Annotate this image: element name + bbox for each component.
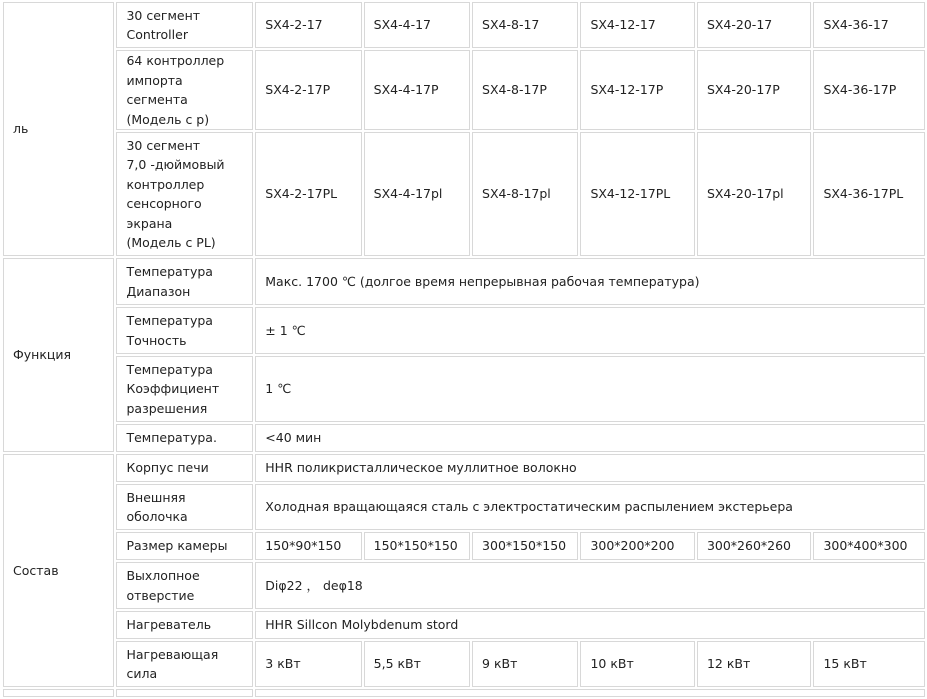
row-label: 64 контроллер импорта сегмента (Модель с р) xyxy=(116,50,253,130)
table-cell: SX4-2-17 xyxy=(255,2,361,48)
table-cell: 3 кВт xyxy=(255,641,361,687)
table-cell: 1 ℃ xyxy=(255,356,925,422)
table-cell: 9 кВт xyxy=(472,641,578,687)
table-cell xyxy=(116,689,253,697)
table-cell: 10 кВт xyxy=(580,641,695,687)
table-cell: 150*90*150 xyxy=(255,532,361,560)
section-label: Функция xyxy=(3,258,114,452)
table-cell xyxy=(3,689,114,697)
row-label: 30 сегмент 7,0 -дюймовый контроллер сенсорного экрана (Модель с PL) xyxy=(116,132,253,256)
table-cell: SX4-4-17 xyxy=(364,2,470,48)
row-label: Корпус печи xyxy=(116,454,253,482)
table-row xyxy=(3,50,925,130)
table-cell: SX4-12-17PL xyxy=(580,132,695,256)
row-label: Размер камеры xyxy=(116,532,253,560)
table-row xyxy=(3,356,925,422)
row-label: Внешняя оболочка xyxy=(116,484,253,530)
table-cell: Холодная вращающаяся сталь с электростатическим распылением экстерьера xyxy=(255,484,925,530)
table-cell: SX4-20-17P xyxy=(697,50,812,130)
table-cell: SX4-36-17 xyxy=(813,2,925,48)
table-cell: 300*400*300 xyxy=(813,532,925,560)
table-cell: 300*260*260 xyxy=(697,532,812,560)
table-cell: HHR Sillcon Molybdenum stord xyxy=(255,611,925,639)
row-label: Температура Коэффициент разрешения xyxy=(116,356,253,422)
row-label: Температура Диапазон xyxy=(116,258,253,305)
table-row xyxy=(3,307,925,354)
table-cell: 5,5 кВт xyxy=(364,641,470,687)
table-cell: SX4-12-17P xyxy=(580,50,695,130)
table-cell: ± 1 ℃ xyxy=(255,307,925,354)
table-row xyxy=(3,484,925,530)
table-cell: SX4-8-17 xyxy=(472,2,578,48)
table-row xyxy=(3,454,925,482)
table-cell: HHR поликристаллическое муллитное волокно xyxy=(255,454,925,482)
table-row xyxy=(3,562,925,609)
table-cell xyxy=(255,689,925,697)
table-cell: SX4-20-17pl xyxy=(697,132,812,256)
table-cell: SX4-36-17P xyxy=(813,50,925,130)
table-cell: SX4-2-17PL xyxy=(255,132,361,256)
table-cell: <40 мин xyxy=(255,424,925,452)
row-label: Температура. xyxy=(116,424,253,452)
table-cell: Макс. 1700 ℃ (долгое время непрерывная рабочая температура) xyxy=(255,258,925,305)
table-row xyxy=(3,532,925,560)
row-label: Выхлопное отверстие xyxy=(116,562,253,609)
table-cell: SX4-12-17 xyxy=(580,2,695,48)
table-row xyxy=(3,2,925,48)
spec-table xyxy=(1,0,927,699)
table-cell: SX4-20-17 xyxy=(697,2,812,48)
table-cell: 15 кВт xyxy=(813,641,925,687)
table-row xyxy=(3,641,925,687)
row-label: Температура Точность xyxy=(116,307,253,354)
table-cell: SX4-4-17pl xyxy=(364,132,470,256)
section-label: ль xyxy=(3,2,114,256)
table-cell: SX4-4-17P xyxy=(364,50,470,130)
table-row xyxy=(3,132,925,256)
table-cell: 12 кВт xyxy=(697,641,812,687)
row-label: Нагреватель xyxy=(116,611,253,639)
table-row xyxy=(3,611,925,639)
table-cell: 300*150*150 xyxy=(472,532,578,560)
section-label: Состав xyxy=(3,454,114,687)
table-cell: SX4-8-17pl xyxy=(472,132,578,256)
table-row xyxy=(3,424,925,452)
table-cell: Diφ22 ， deφ18 xyxy=(255,562,925,609)
table-cell: 150*150*150 xyxy=(364,532,470,560)
table-cell: 300*200*200 xyxy=(580,532,695,560)
row-label: 30 сегмент Controller xyxy=(116,2,253,48)
table-cell: SX4-36-17PL xyxy=(813,132,925,256)
table-cell: SX4-8-17P xyxy=(472,50,578,130)
row-label: Нагревающая сила xyxy=(116,641,253,687)
table-row xyxy=(3,689,925,697)
table-cell: SX4-2-17P xyxy=(255,50,361,130)
table-row xyxy=(3,258,925,305)
